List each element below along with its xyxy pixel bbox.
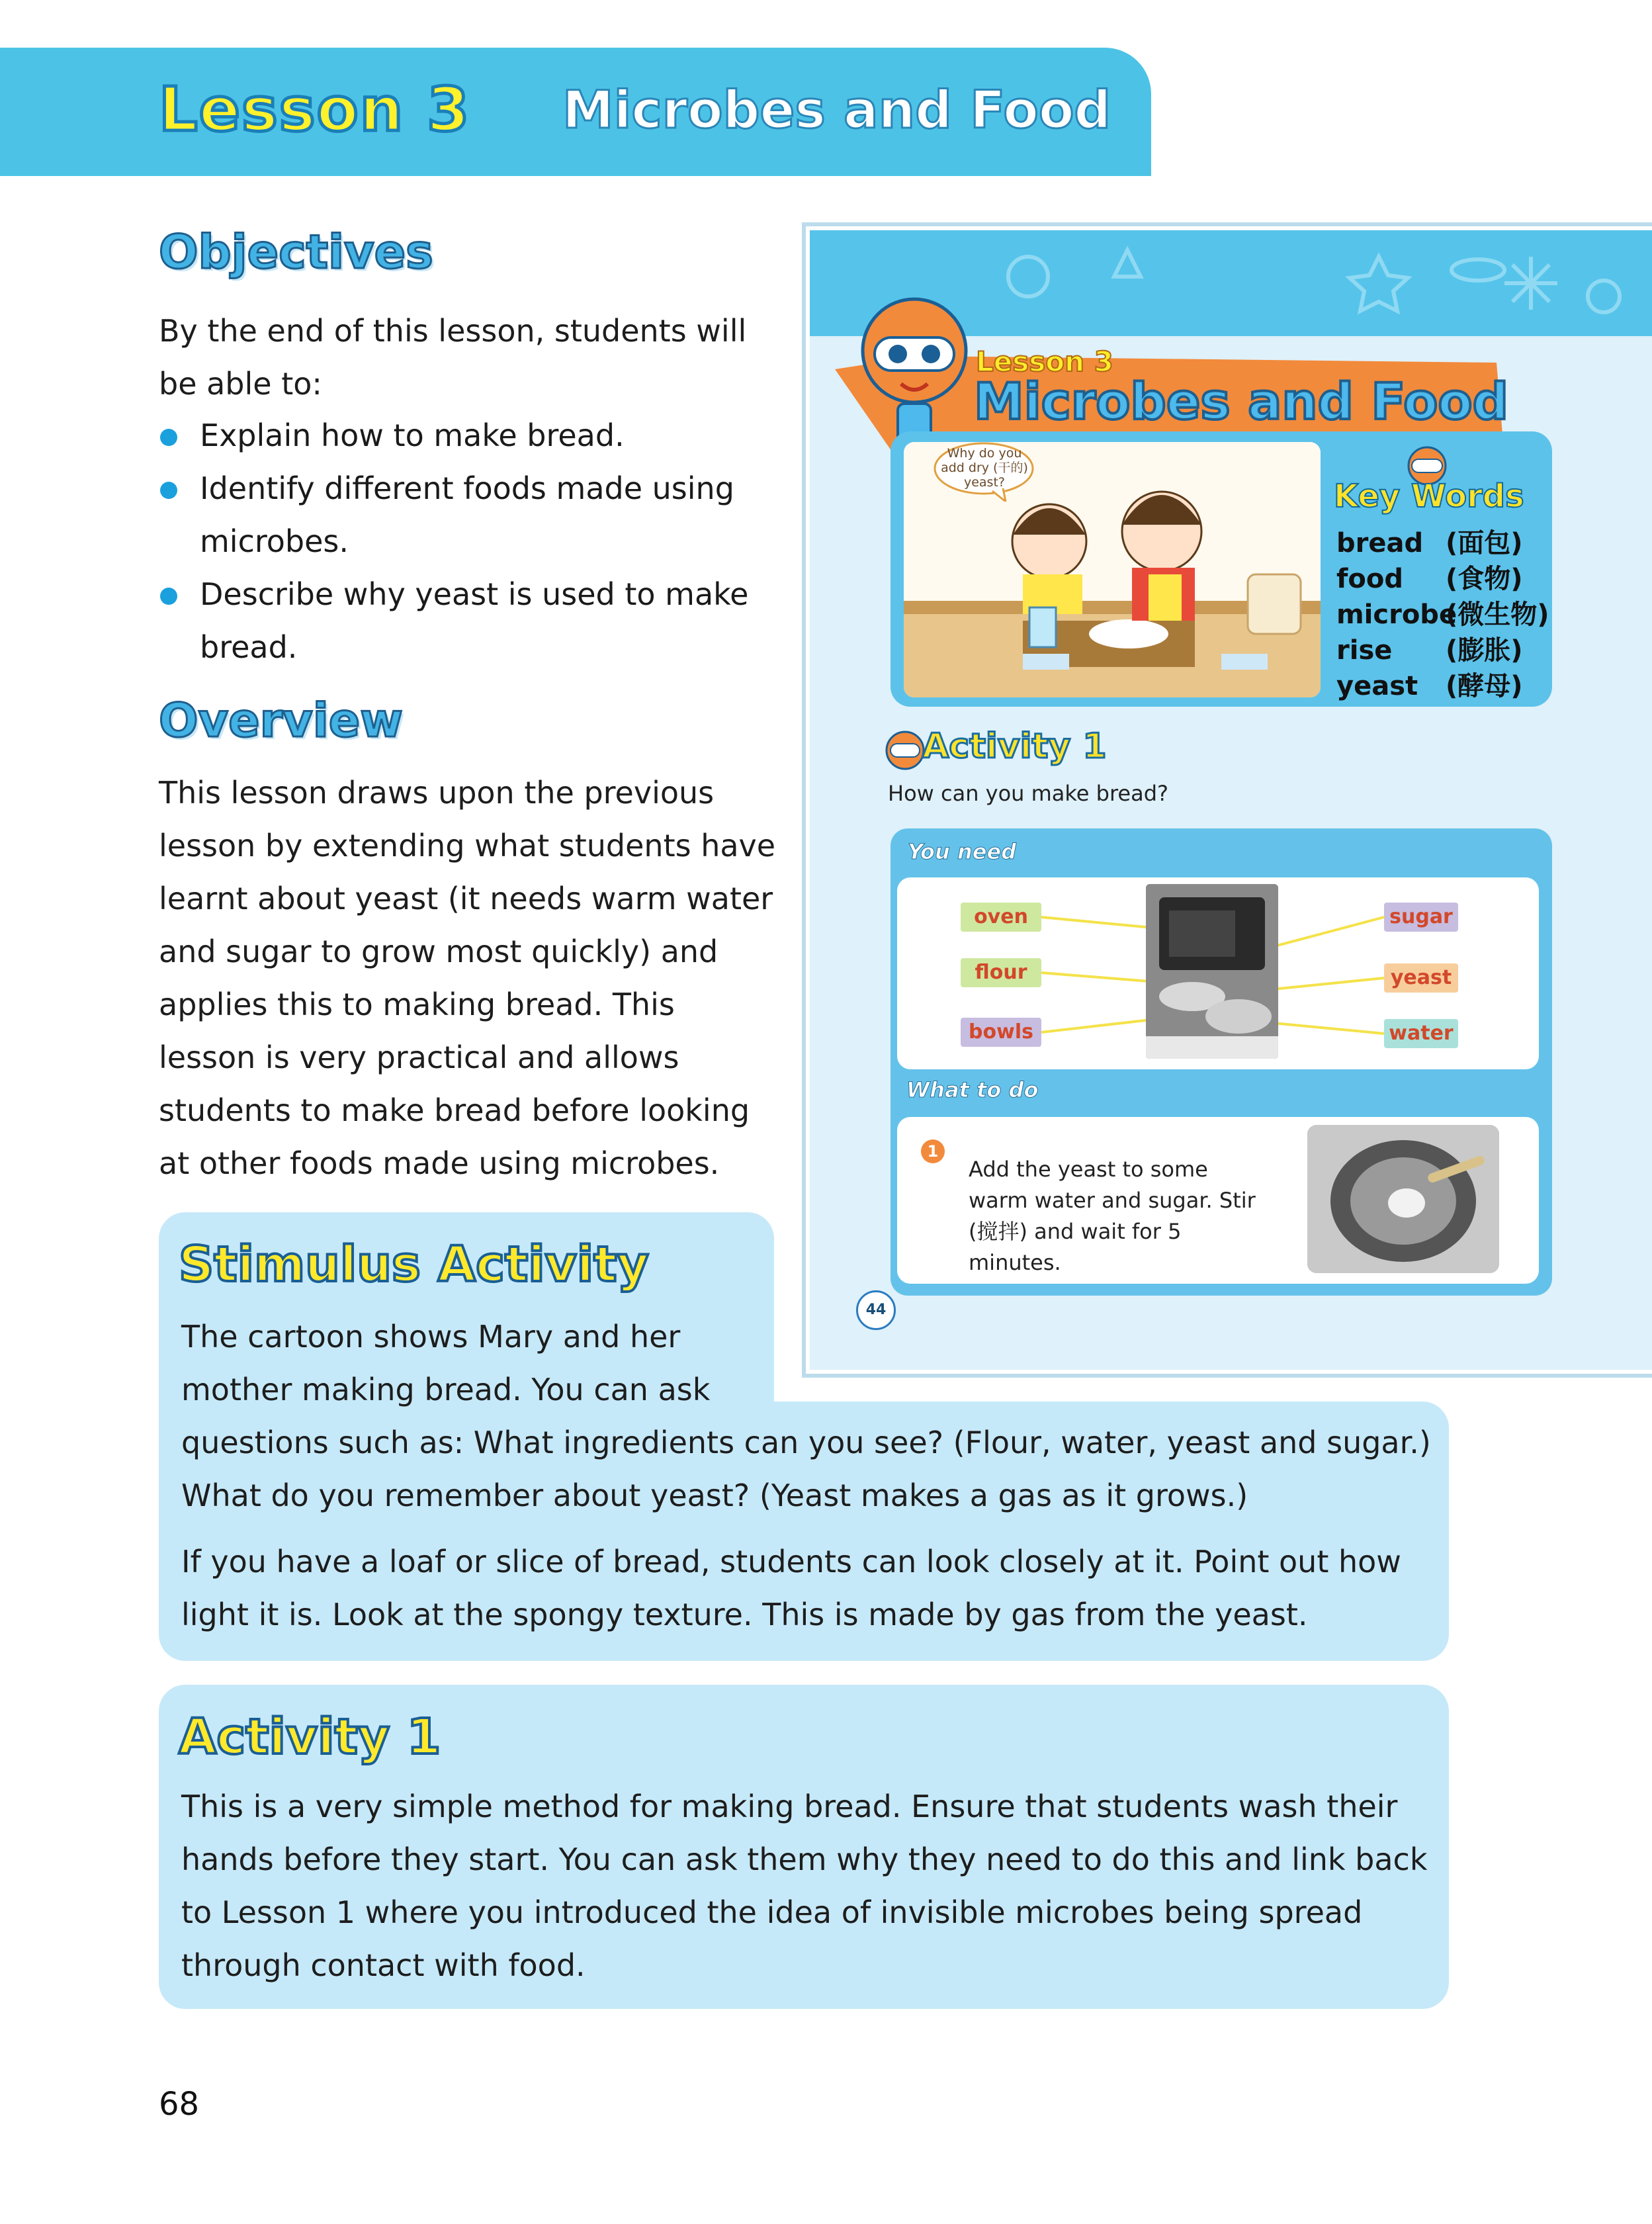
bullet-icon	[160, 588, 177, 605]
step-text: Add the yeast to some warm water and sugar. Stir (搅拌) and wait for 5 minutes.	[969, 1157, 1256, 1275]
material-tag-flour: flour	[961, 958, 1041, 987]
objectives-intro: By the end of this lesson, students will be able to:	[159, 313, 747, 402]
lesson-number: Lesson 3	[159, 74, 471, 145]
list-item: bread (面包)	[1336, 528, 1523, 558]
material-tag-water: water	[1384, 1019, 1458, 1048]
textbook-activity-heading: Activity 1	[922, 727, 1107, 766]
list-item: rise (膨胀)	[1336, 635, 1523, 666]
list-item: food (食物)	[1336, 564, 1523, 594]
bullet-icon	[160, 482, 177, 499]
list-item: Explain how to make bread.	[159, 409, 781, 462]
list-item: yeast (酵母)	[1336, 671, 1523, 701]
textbook-lesson-title: Microbes and Food	[974, 372, 1508, 431]
lesson-title: Microbes and Food	[562, 81, 1111, 140]
overview-text: This lesson draws upon the previous lesson by extending what students have learnt about yeast (it needs warm water and sugar to grow most quickly) and applies this to making bread. This lesson is very practical and allows students to make bread before looking at other foods made using microbes.	[159, 775, 776, 1181]
objectives-list	[159, 409, 781, 674]
key-words-heading: Key Words	[1334, 478, 1524, 515]
list-item: Describe why yeast is used to make bread.	[159, 568, 781, 674]
key-words-list	[1336, 525, 1548, 704]
stimulus-text: The cartoon shows Mary and her mother making bread. You can ask questions such as: What ingredients can you see? (Flour, water, yeast and sugar.) What do you remember about yeast? (Yeast makes a gas as it grows.) If you have a loaf or slice of bread, students can look closely at it. Point out how light it is. Look at the spongy texture. This is made by gas from the yeast.	[181, 1319, 1431, 1632]
material-tag-oven: oven	[961, 903, 1041, 932]
bullet-icon	[160, 429, 177, 446]
step-number-badge: 1	[921, 1139, 945, 1163]
objectives-heading: Objectives	[159, 225, 433, 279]
list-item: Identify different foods made using microbes.	[159, 462, 781, 568]
material-tag-sugar: sugar	[1384, 903, 1458, 932]
textbook-lesson-label: Lesson 3	[976, 345, 1113, 378]
overview-heading: Overview	[159, 693, 403, 748]
activity-text: This is a very simple method for making bread. Ensure that students wash their hands before they start. You can ask them why they need to do this and link back to Lesson 1 where you introduced the idea of invisible microbes being spread through contact with food.	[181, 1789, 1428, 1983]
stimulus-heading: Stimulus Activity	[179, 1236, 649, 1293]
speech-text: Why do you add dry (干的) yeast?	[941, 446, 1028, 490]
what-to-do-label: What to do	[906, 1077, 1039, 1102]
material-tag-yeast: yeast	[1384, 963, 1458, 993]
activity-question: How can you make bread?	[888, 781, 1168, 806]
list-item: microbe (微生物)	[1336, 600, 1549, 630]
yeast-bowl-photo	[1307, 1125, 1499, 1273]
equipment-photo	[1146, 884, 1278, 1059]
material-tag-bowls: bowls	[961, 1018, 1041, 1047]
page-number: 68	[159, 2086, 200, 2123]
textbook-page-number: 44	[856, 1290, 896, 1330]
activity-heading: Activity 1	[179, 1709, 441, 1765]
you-need-label: You need	[908, 839, 1017, 864]
